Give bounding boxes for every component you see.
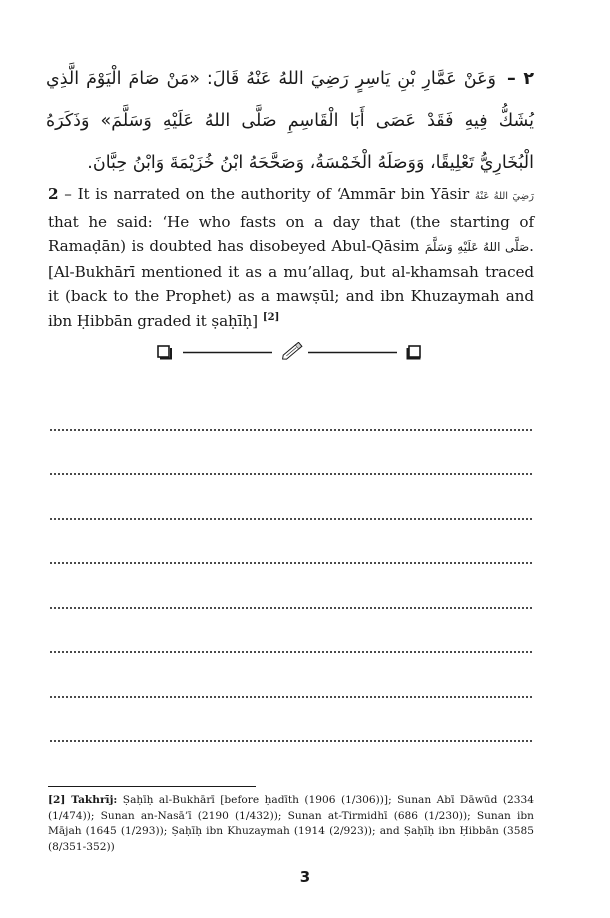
footnote-separator <box>48 786 256 787</box>
right-corner-box-icon <box>408 346 421 359</box>
note-line[interactable] <box>50 475 532 520</box>
note-line[interactable] <box>50 564 532 609</box>
footnote-reference[interactable]: [2] <box>262 311 280 323</box>
arabic-hadith-number: ٢ – <box>507 69 534 89</box>
note-line[interactable] <box>50 609 532 654</box>
english-translation <box>48 182 534 333</box>
english-text-part2: that he said: ‘He who fasts on a day that (the starting of Ramaḍān) is doubted has disobeyed Abul-Qāsim <box>48 212 534 255</box>
note-line[interactable] <box>50 653 532 698</box>
footnote <box>48 793 534 855</box>
note-line[interactable] <box>50 431 532 476</box>
notes-area <box>50 386 532 742</box>
note-line[interactable] <box>50 386 532 431</box>
left-corner-box-icon <box>158 346 171 359</box>
note-line[interactable] <box>50 698 532 743</box>
honorific-prophet: صَلَّى اللهُ عَلَيْهِ وَسَلَّمَ <box>424 240 530 254</box>
arabic-hadith-body: وَعَنْ عَمَّارِ بْنِ يَاسِرٍ رَضِيَ اللهُ عَنْهُ قَالَ: «مَنْ صَامَ الْيَوْمَ الَّذِي يُشَكُّ فِيهِ فَقَدْ عَصَى أَبَا الْقَاسِمِ صَلَّى اللهُ عَلَيْهِ وَسَلَّمَ» وَذَكَرَهُ الْبُخَارِيُّ تَعْلِيقًا، وَوَصَلَهُ الْخَمْسَةُ، وَصَحَّحَهُ ابْنُ خُزَيْمَةَ وَابْنُ حِبَّانَ. <box>46 69 534 173</box>
english-text-part3: . [Al-Bukhārī mentioned it as a mu’allaq, but al-khamsah traced it (back to the Prophet) as a mawṣūl; and ibn Khuzaymah and ibn Ḥibbān graded it ṣaḥīḥ] <box>48 237 534 330</box>
honorific-companion: رَضِيَ اللهُ عَنْهُ <box>474 191 535 202</box>
footnote-label: [2] Takhrīj: <box>48 794 118 806</box>
arabic-hadith-text <box>46 58 534 184</box>
section-divider <box>156 342 426 362</box>
english-text-part1: – It is narrated on the authority of ‘Ammār bin Yāsir <box>58 185 475 203</box>
footnote-text: Ṣaḥīḥ al-Bukhārī [before ḥadīth (1906 (1/306))]; Sunan Abī Dāwūd (2334 (1/474)); Sunan an-Nasā’ī (2190 (1/432)); Sunan at-Tirmidhī (686 (1/230)); Sunan ibn Mājah (1645 (1/293)); Ṣaḥīḥ ibn Khuzaymah (1914 (2/923)); and Ṣaḥīḥ ibn Ḥibbān (3585 (8/351-352)) <box>48 794 534 853</box>
page-number: 3 <box>299 868 311 886</box>
english-hadith-number: 2 <box>48 185 59 203</box>
pen-icon <box>281 342 302 361</box>
note-line[interactable] <box>50 520 532 565</box>
